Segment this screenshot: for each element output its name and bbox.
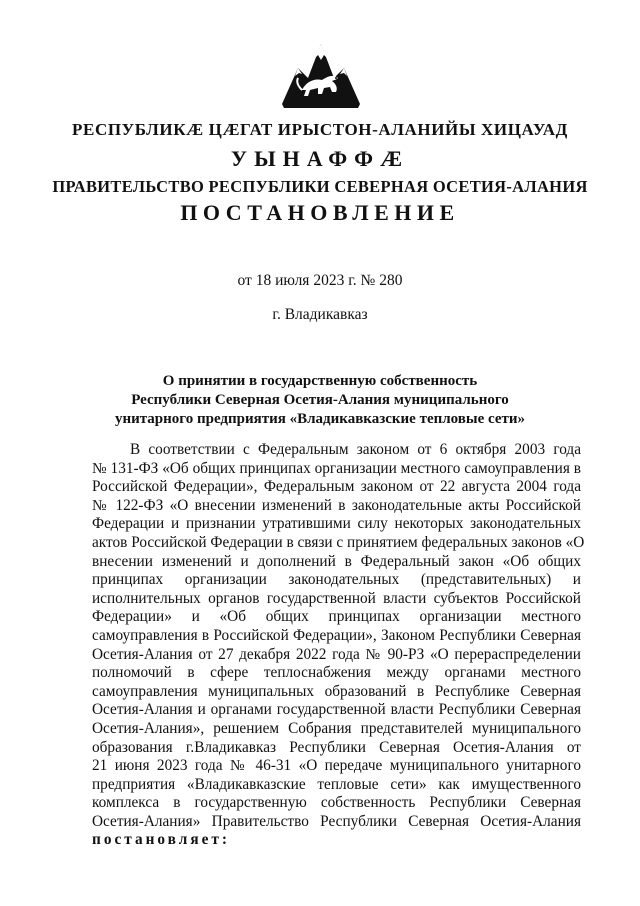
body-paragraph <box>92 441 585 850</box>
body-line: предприятия «Владикавказские тепловые сети» как имущественного <box>92 775 581 793</box>
body-line: образования г.Владикавказ Республики Северная Осетия-Алания от <box>92 738 581 756</box>
body-line: Федерации и признании утратившими силу некоторых законодательных <box>92 515 581 533</box>
body-line: Осетия-Алания от 27 декабря 2022 года № 90-РЗ «О перераспределении <box>92 645 581 663</box>
body-line: № 131-ФЗ «Об общих принципах организации местного самоуправления в <box>92 459 581 477</box>
body-line: Осетия-Алания и органами государственной власти Республики Северная <box>92 701 581 719</box>
body-line: самоуправления муниципальных образований в Республике Северная <box>92 682 581 700</box>
body-line: исполнительных органов государственной власти субъектов Российской <box>92 589 581 607</box>
document-type-heading: ПОСТАНОВЛЕНИЕ <box>180 200 460 225</box>
body-line: 21 июня 2023 года № 46-31 «О передаче муниципального унитарного <box>92 757 581 775</box>
body-line: Федерации» и «Об общих принципах организации местного <box>92 608 581 626</box>
body-line: Осетия-Алания» Правительство Республики Северная Осетия-Алания <box>92 812 581 830</box>
body-line: полномочий в сфере теплоснабжения между органами местного <box>92 664 581 682</box>
decree-title <box>0 372 640 429</box>
decree-title-line: Республики Северная Осетия-Алания муниципального <box>131 392 509 408</box>
decree-title-line: О принятии в государственную собственность <box>162 373 478 389</box>
body-line: Осетия-Алания», решением Собрания представителей муниципального <box>92 719 581 737</box>
body-line: № 122-ФЗ «О внесении изменений в законодательные акты Российской <box>92 496 581 514</box>
date-and-number: от 18 июля 2023 г. № 280 <box>237 272 403 289</box>
body-line: Российской Федерации», Федеральным законом от 22 августа 2004 года <box>92 478 581 496</box>
body-line: внесении изменений и дополнений в Федеральный закон «Об общих <box>92 552 581 570</box>
decree-word: постановляет: <box>92 831 230 849</box>
ossetian-document-type: УЫНАФФӔ <box>230 146 410 171</box>
body-line: актов Российской Федерации в связи с принятием федеральных законов «О <box>92 533 585 551</box>
decree-title-line: унитарного предприятия «Владикавказские тепловые сети» <box>114 411 526 427</box>
coat-of-arms-emblem <box>280 38 362 110</box>
body-line: принципах организации законодательных (представительных) и <box>92 571 581 589</box>
government-heading: ПРАВИТЕЛЬСТВО РЕСПУБЛИКИ СЕВЕРНАЯ ОСЕТИЯ-АЛАНИЯ <box>52 177 588 196</box>
body-line: самоуправления в Российской Федерации», Законом Республики Северная <box>92 626 581 644</box>
body-line: комплекса в государственную собственность Республики Северная <box>92 794 581 812</box>
ossetian-republic-heading: РЕСПУБЛИКӔ ЦӔГАТ ИРЫСТОН-АЛАНИЙЫ ХИЦАУАД <box>72 120 568 139</box>
city: г. Владикавказ <box>272 306 368 323</box>
body-line: В соответствии с Федеральным законом от 6 октября 2003 года <box>130 441 581 458</box>
